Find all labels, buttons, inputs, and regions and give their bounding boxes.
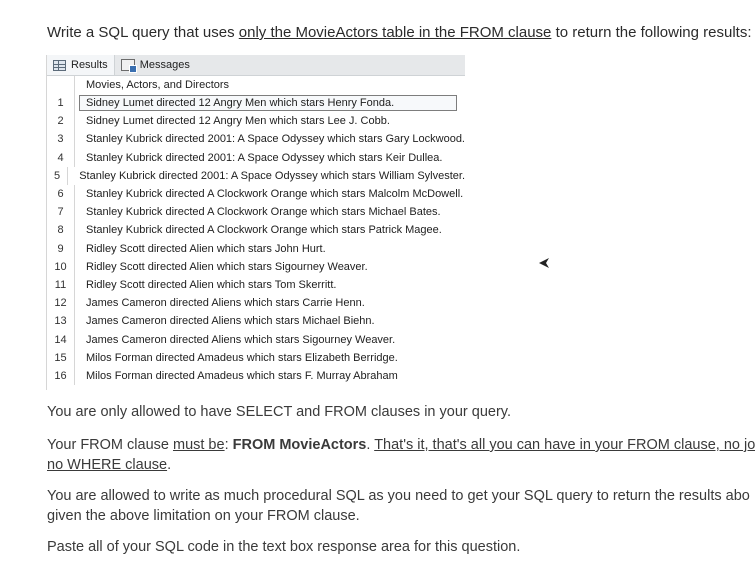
row-number[interactable]: 16 — [47, 367, 75, 385]
row-number[interactable]: 6 — [47, 185, 75, 203]
tab-results-label: Results — [71, 59, 108, 71]
result-cell[interactable]: James Cameron directed Aliens which stars Michael Biehn. — [86, 315, 375, 328]
result-cell[interactable]: Milos Forman directed Amadeus which stars F. Murray Abraham — [86, 369, 398, 382]
table-row[interactable] — [47, 221, 465, 239]
rule-2-underlined: That's it, that's all you can have in your FROM clause, no jo — [374, 437, 755, 453]
rule-2-a: Your FROM clause — [47, 437, 173, 453]
table-row[interactable] — [47, 367, 465, 385]
results-tabs — [47, 55, 465, 76]
table-row[interactable] — [47, 94, 465, 112]
rule-paragraph-3: You are allowed to write as much procedural SQL as you need to get your SQL query to return the results abo — [47, 488, 750, 504]
result-rows — [47, 94, 465, 385]
tab-results[interactable] — [47, 55, 115, 75]
prompt-part2: to return the following results: — [551, 24, 752, 41]
row-number[interactable]: 3 — [47, 130, 75, 148]
row-number[interactable]: 14 — [47, 330, 75, 348]
row-number[interactable]: 4 — [47, 149, 75, 167]
result-cell[interactable]: James Cameron directed Aliens which stars Carrie Henn. — [86, 297, 365, 310]
column-header-row — [47, 76, 465, 94]
row-number[interactable]: 11 — [47, 276, 75, 294]
result-cell[interactable]: James Cameron directed Aliens which stars Sigourney Weaver. — [86, 333, 396, 346]
tab-messages[interactable] — [115, 55, 196, 75]
table-row[interactable] — [47, 167, 465, 185]
table-row[interactable] — [47, 185, 465, 203]
rule-paragraph-3-line2: given the above limitation on your FROM clause. — [47, 508, 360, 524]
tab-messages-label: Messages — [139, 59, 190, 71]
prompt-underlined: only the MovieActors table in the FROM clause — [238, 24, 552, 41]
row-number[interactable]: 10 — [47, 258, 75, 276]
row-number[interactable]: 2 — [47, 112, 75, 130]
rule-2-must: must be — [172, 437, 225, 453]
table-row[interactable] — [47, 240, 465, 258]
table-row[interactable] — [47, 130, 465, 148]
messages-icon — [121, 59, 135, 71]
result-cell[interactable]: Sidney Lumet directed 12 Angry Men which stars Henry Fonda. — [79, 95, 457, 111]
rule-2-b: : — [224, 437, 233, 453]
result-cell[interactable]: Stanley Kubrick directed 2001: A Space Odyssey which stars Keir Dullea. — [86, 151, 443, 164]
row-number-header — [47, 76, 75, 94]
row-number[interactable]: 13 — [47, 312, 75, 330]
result-cell[interactable]: Ridley Scott directed Alien which stars John Hurt. — [86, 242, 326, 255]
result-cell[interactable]: Stanley Kubrick directed 2001: A Space Odyssey which stars Gary Lockwood. — [85, 133, 465, 146]
rule-2-end: . — [167, 457, 172, 473]
row-number[interactable]: 1 — [47, 94, 75, 112]
row-number[interactable]: 8 — [47, 221, 75, 239]
table-row[interactable] — [47, 294, 465, 312]
rule-paragraph-2-line2 — [47, 455, 171, 475]
result-cell[interactable]: Stanley Kubrick directed A Clockwork Orange which stars Michael Bates. — [86, 206, 441, 219]
result-cell[interactable]: Stanley Kubrick directed A Clockwork Orange which stars Patrick Magee. — [86, 224, 442, 237]
table-row[interactable] — [47, 276, 465, 294]
table-row[interactable] — [47, 312, 465, 330]
rule-paragraph-1: You are only allowed to have SELECT and FROM clauses in your query. — [47, 404, 511, 420]
table-row[interactable] — [47, 149, 465, 167]
rule-2-line2: no WHERE clause — [47, 457, 168, 473]
query-results-panel — [46, 55, 465, 390]
prompt-part1: Write a SQL query that uses — [47, 24, 239, 41]
result-cell[interactable]: Sidney Lumet directed 12 Angry Men which stars Lee J. Cobb. — [86, 115, 390, 128]
grid-icon — [53, 60, 66, 71]
mouse-cursor-icon — [538, 257, 550, 269]
row-number[interactable]: 12 — [47, 294, 75, 312]
result-cell[interactable]: Ridley Scott directed Alien which stars Tom Skerritt. — [86, 278, 337, 291]
rule-2-from: FROM MovieActors — [232, 437, 367, 453]
result-cell[interactable]: Stanley Kubrick directed A Clockwork Orange which stars Malcolm McDowell. — [86, 188, 464, 201]
rule-paragraph-4: Paste all of your SQL code in the text box response area for this question. — [47, 539, 521, 555]
table-row[interactable] — [47, 203, 465, 221]
result-cell[interactable]: Milos Forman directed Amadeus which stars Elizabeth Berridge. — [86, 351, 398, 364]
table-row[interactable] — [47, 330, 465, 348]
question-prompt — [47, 24, 752, 41]
row-number[interactable]: 15 — [47, 349, 75, 367]
table-row[interactable] — [47, 112, 465, 130]
rule-2-c: . — [366, 437, 375, 453]
column-header[interactable]: Movies, Actors, and Directors — [86, 79, 230, 91]
row-number[interactable]: 7 — [47, 203, 75, 221]
result-cell[interactable]: Stanley Kubrick directed 2001: A Space Odyssey which stars William Sylvester. — [79, 169, 465, 182]
row-number[interactable]: 5 — [47, 167, 68, 185]
table-row[interactable] — [47, 349, 465, 367]
row-number[interactable]: 9 — [47, 240, 75, 258]
result-cell[interactable]: Ridley Scott directed Alien which stars Sigourney Weaver. — [86, 260, 368, 273]
rule-paragraph-2 — [47, 435, 755, 455]
table-row[interactable] — [47, 258, 465, 276]
